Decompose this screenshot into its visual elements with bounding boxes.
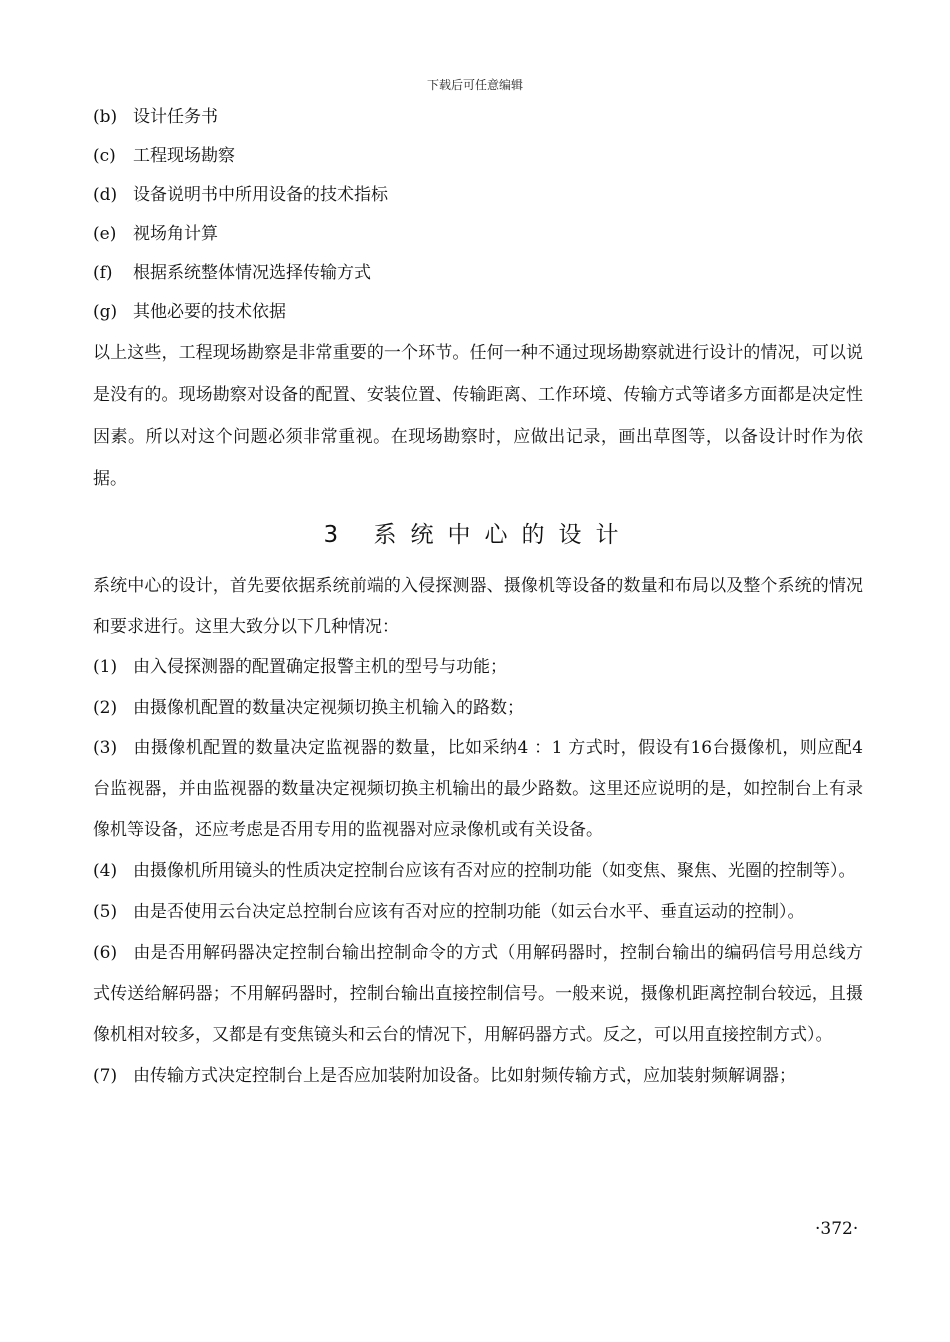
- list-item-number: (6): [93, 943, 118, 963]
- list-item-text: 根据系统整体情况选择传输方式: [133, 263, 371, 283]
- list-item-text: 由入侵探测器的配置确定报警主机的型号与功能；: [133, 657, 507, 677]
- list-item-number: (e): [93, 224, 117, 244]
- list-item-number: (3): [93, 738, 118, 758]
- list-item: [93, 728, 863, 851]
- list-item: [93, 933, 863, 1056]
- list-item-text: 由是否用解码器决定控制台输出控制命令的方式（用解码器时，控制台输出的编码信号用总线方式传送给解码器；不用解码器时，控制台输出直接控制信号。一般来说，摄像机距离控制台较远，且摄像机相对较多，又都是有变焦镜头和云台的情况下，用解码器方式。反之，可以用直接控制方式）。: [93, 943, 863, 1045]
- list-item-text: 设备说明书中所用设备的技术指标: [133, 185, 388, 205]
- list-item-number: (1): [93, 657, 118, 677]
- list-item-text: 工程现场勘察: [133, 146, 235, 166]
- page-header: 下载后可任意编辑: [426, 78, 523, 92]
- paragraph-site-survey: 以上这些，工程现场勘察是非常重要的一个环节。任何一种不通过现场勘察就进行设计的情况，可以说是没有的。现场勘察对设备的配置、安装位置、传输距离、工作环境、传输方式等诸多方面都是决定性因素。所以对这个问题必须非常重视。在现场勘察时，应做出记录，画出草图等，以备设计时作为依据。: [93, 343, 863, 489]
- document-body: [93, 98, 863, 1097]
- list-item: [93, 176, 863, 215]
- list-item-text: 由摄像机所用镜头的性质决定控制台应该有否对应的控制功能（如变焦、聚焦、光圈的控制等）。: [133, 861, 856, 881]
- list-item: [93, 293, 863, 332]
- list-item-number: (b): [93, 107, 118, 127]
- list-item: [93, 851, 863, 892]
- list-item-text: 由是否使用云台决定总控制台应该有否对应的控制功能（如云台水平、垂直运动的控制）。: [133, 902, 805, 922]
- list-item: [93, 1056, 863, 1097]
- list-item: [93, 892, 863, 933]
- list-item-number: (7): [93, 1066, 118, 1086]
- list-item: [93, 647, 863, 688]
- list-item-number: (5): [93, 902, 118, 922]
- list-item-text: 设计任务书: [133, 107, 218, 127]
- list-item-number: (f): [93, 263, 113, 283]
- paragraph-intro: 系统中心的设计，首先要依据系统前端的入侵探测器、摄像机等设备的数量和布局以及整个系统的情况和要求进行。这里大致分以下几种情况：: [93, 576, 863, 637]
- list-item: [93, 98, 863, 137]
- list-item: [93, 215, 863, 254]
- list-item-text: 由摄像机配置的数量决定视频切换主机输入的路数；: [133, 697, 524, 718]
- list-item-number: (c): [93, 146, 116, 166]
- list-item-text: 由传输方式决定控制台上是否应加装附加设备。比如射频传输方式，应加装射频解调器；: [133, 1066, 796, 1086]
- list-item-text: 视场角计算: [133, 224, 218, 244]
- list-item: [93, 137, 863, 176]
- list-item-number: (g): [93, 302, 118, 322]
- list-item: [93, 254, 863, 293]
- page-number: ·372·: [815, 1219, 859, 1239]
- list-item: [93, 688, 863, 729]
- list-item-number: (d): [93, 185, 118, 205]
- list-item-text: 其他必要的技术依据: [133, 302, 286, 322]
- section-heading: 3 系统中心的设计: [323, 522, 633, 548]
- list-item-text: 由摄像机配置的数量决定监视器的数量，比如采纳4 ：1 方式时，假设有16台摄像机，则应配4 台监视器，并由监视器的数量决定视频切换主机输出的最少路数。这里还应说明的是，如控制台上有录像机等设备，还应考虑是否用专用的监视器对应录像机或有关设备。: [93, 738, 863, 840]
- list-item-number: (4): [93, 861, 118, 881]
- list-item-number: (2): [93, 697, 118, 718]
